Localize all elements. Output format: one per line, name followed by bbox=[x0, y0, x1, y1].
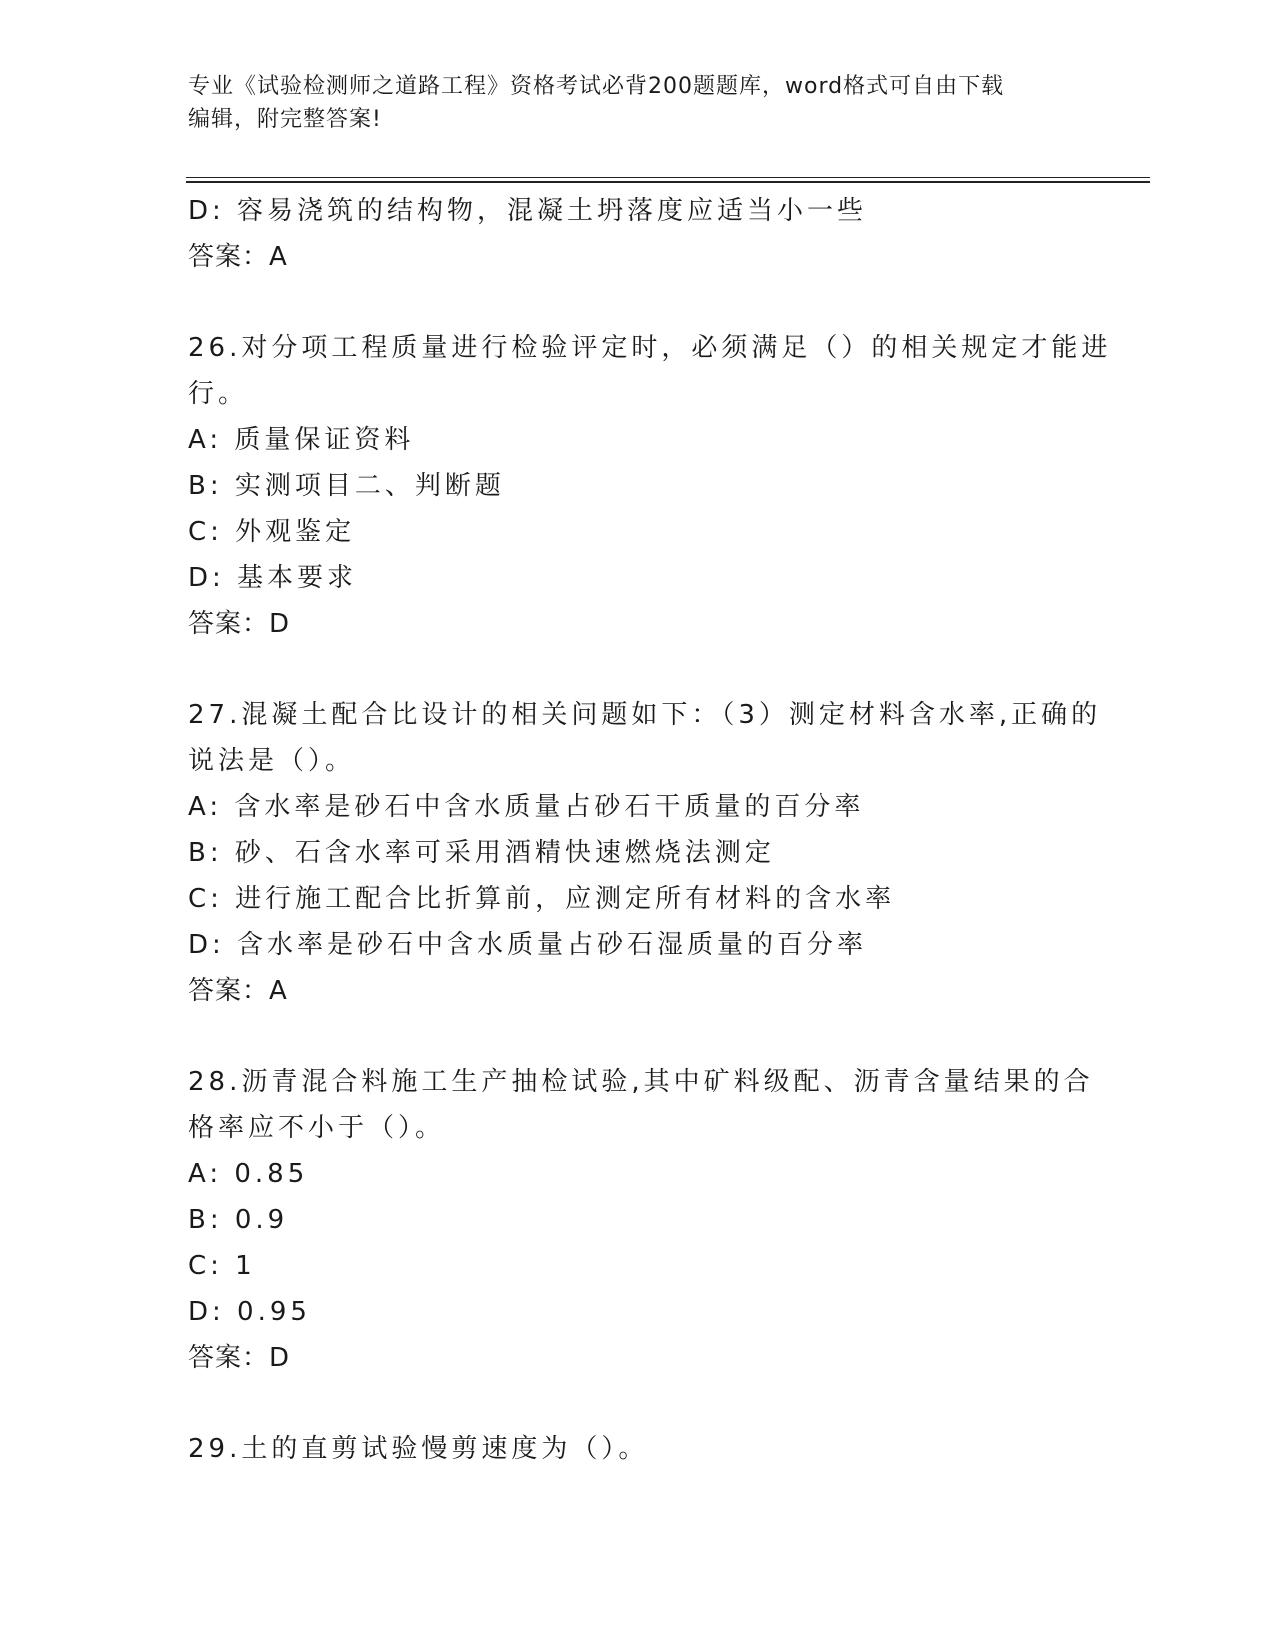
answer-line: 答案：D bbox=[188, 1343, 291, 1373]
spacer bbox=[188, 647, 1088, 692]
question-stem: 28.沥青混合料施工生产抽检试验,其中矿料级配、沥青含量结果的合 bbox=[188, 1067, 1094, 1097]
header-divider-thick bbox=[186, 181, 1150, 183]
header-divider-thin bbox=[186, 177, 1150, 178]
question-28 bbox=[188, 1059, 1094, 1381]
question-stem-continued: 行。 bbox=[188, 379, 249, 409]
option-b: B: 实测项目二、判断题 bbox=[188, 471, 505, 501]
option-a: A: 质量保证资料 bbox=[188, 425, 415, 455]
option-d: D: 容易浇筑的结构物，混凝土坍落度应适当小一些 bbox=[188, 196, 868, 226]
question-stem-continued: 说法是（）。 bbox=[188, 746, 356, 776]
document-header bbox=[188, 70, 1088, 136]
option-c: C: 外观鉴定 bbox=[188, 517, 356, 547]
spacer bbox=[188, 1014, 1088, 1059]
option-b: B: 砂、石含水率可采用酒精快速燃烧法测定 bbox=[188, 838, 775, 868]
option-d: D: 含水率是砂石中含水质量占砂石湿质量的百分率 bbox=[188, 930, 868, 960]
option-c: C: 1 bbox=[188, 1251, 256, 1281]
question-25-tail bbox=[188, 188, 1088, 280]
header-line-2: 编辑，附完整答案! bbox=[188, 107, 382, 132]
answer-line: 答案：D bbox=[188, 609, 291, 639]
option-c: C: 进行施工配合比折算前，应测定所有材料的含水率 bbox=[188, 884, 896, 914]
option-a: A: 含水率是砂石中含水质量占砂石干质量的百分率 bbox=[188, 792, 865, 822]
question-list bbox=[188, 188, 1112, 1472]
question-26 bbox=[188, 325, 1112, 647]
question-stem: 27.混凝土配合比设计的相关问题如下：（3）测定材料含水率,正确的 bbox=[188, 700, 1102, 730]
spacer bbox=[188, 1381, 1088, 1426]
spacer bbox=[188, 280, 1088, 325]
question-stem-continued: 格率应不小于（）。 bbox=[188, 1113, 446, 1143]
question-stem: 29.土的直剪试验慢剪速度为（）。 bbox=[188, 1434, 649, 1464]
option-d: D: 0.95 bbox=[188, 1297, 311, 1327]
answer-line: 答案：A bbox=[188, 976, 288, 1006]
header-line-1: 专业《试验检测师之道路工程》资格考试必背200题题库，word格式可自由下载 bbox=[188, 74, 1005, 99]
question-29 bbox=[188, 1426, 1088, 1472]
question-27 bbox=[188, 692, 1102, 1014]
answer-line: 答案：A bbox=[188, 242, 288, 272]
question-stem: 26.对分项工程质量进行检验评定时，必须满足（）的相关规定才能进 bbox=[188, 333, 1112, 363]
option-a: A: 0.85 bbox=[188, 1159, 309, 1189]
option-b: B: 0.9 bbox=[188, 1205, 289, 1235]
option-d: D: 基本要求 bbox=[188, 563, 358, 593]
